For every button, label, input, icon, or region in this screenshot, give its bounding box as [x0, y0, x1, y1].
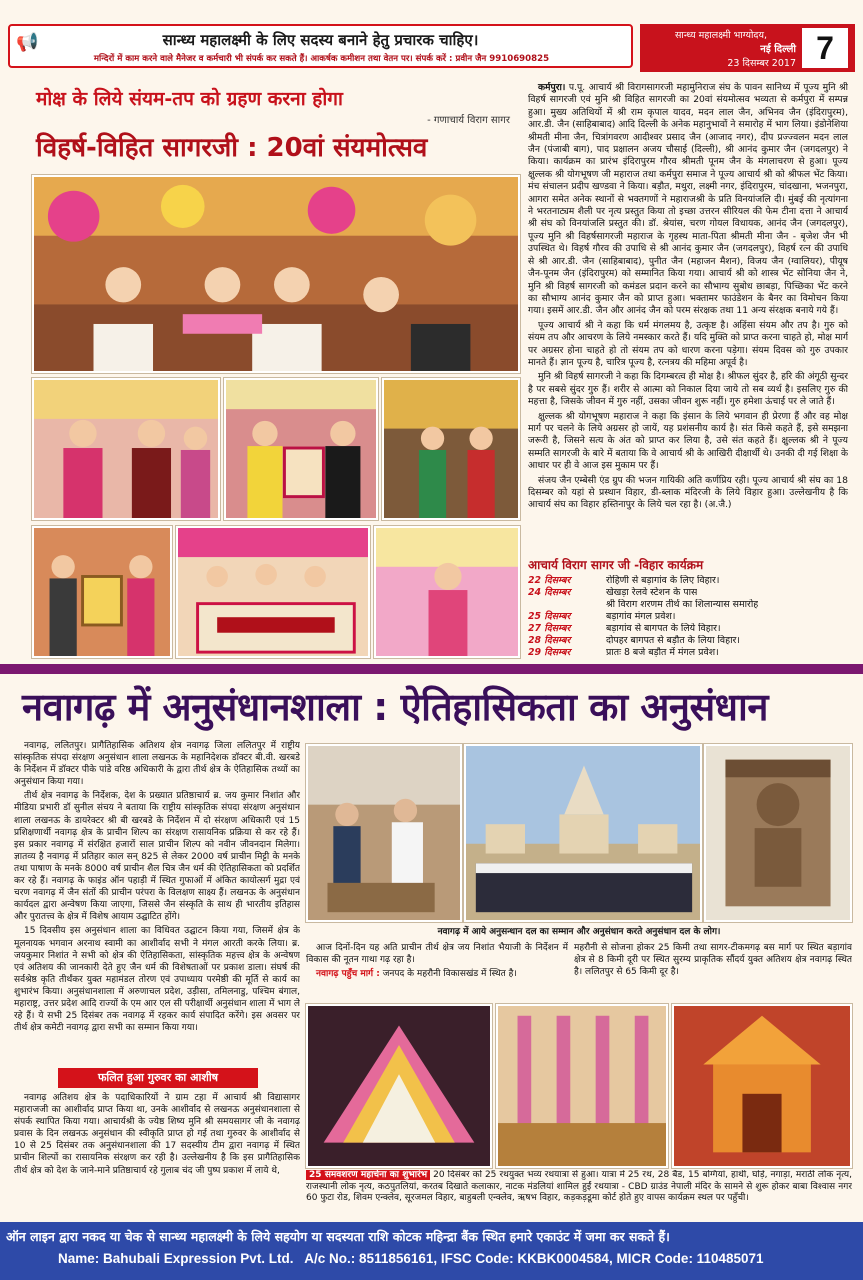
story3-body — [306, 1170, 852, 1218]
story2-col-right: महरौनी से सोजना होकर 25 किमी तथा सागर-टीकमगढ़ बस मार्ग पर स्थित बड़ागांव क्षेत्र से 8 किमी दूरी पर स्थित सुरम्य प्राकृतिक सौंदर्य युक्त अतिशय क्षेत्र नवागढ़ स्थित है। ललितपुर से 65 किमी दूर है। — [574, 943, 852, 977]
award-photo-2 — [176, 526, 370, 658]
award-photo-1 — [32, 526, 172, 658]
story2-para1: नवागढ़, ललितपुर। प्रागैतिहासिक अतिशय क्षेत्र नवागढ़ जिला ललितपुर में राष्ट्रीय सांस्कृतिक संपदा संरक्षण अनुसंधान शाला लखनऊ के महानिदेशक डॉक्टर बी.वी. खरबडे के निर्देशन में डॉक्टर पीके पांडे वरिष्ठ अधिकारी के द्वारा तीर्थ क्षेत्र के ऐतिहासिक तथ्यों का अनुसंधान किया गया। — [14, 741, 300, 788]
masthead-box — [640, 24, 855, 72]
sculpture-photo — [704, 744, 852, 922]
vihar-text: श्री विराग शरणम तीर्थ का शिलान्यास समारोह — [606, 599, 759, 610]
vihar-text: दोपहर बागपत से बड़ौत के लिया विहार। — [606, 635, 740, 646]
footer-band — [0, 1222, 863, 1280]
vihar-row — [528, 647, 848, 659]
vihar-date: 28 दिसम्बर — [528, 635, 571, 646]
stage-photo — [32, 175, 520, 373]
story2-box-title: फलित हुआ गुरुवर का आशीष — [58, 1068, 258, 1088]
story1-kicker: मोक्ष के लिये संयम-तप को ग्रहण करना होगा — [36, 88, 343, 110]
vihar-date: 24 दिसम्बर — [528, 587, 571, 598]
header-ad-box — [8, 24, 633, 68]
singer-photo — [374, 526, 520, 658]
story2-para2: तीर्थ क्षेत्र नवागढ़ के निर्देशक, देश के प्रख्यात प्रतिष्ठाचार्य ब्र. जय कुमार निशांत और मीडिया प्रभारी डॉ सुनील संचय ने बताया कि राष्ट्रीय सांस्कृतिक संपदा संरक्षण अनुसंधान शाला लखनऊ के डायरेक्टर श्री बी खरबडे के निर्देशन में दो संरक्षण अधिकारी एवं 15 प्रशिक्षणार्थी नवागढ़ क्षेत्र के प्राचीन शिल्प का संरक्षण रासायनिक प्रक्रिया से कर रहे हैं। इस प्रकार नवागढ़ में संरक्षित हजारों साल प्राचीन शिल्प को नवीन जीवनदान मिलेगा। ज्ञातव्य है नवागढ़ में प्रतिहार काल सन् 825 से लेकर 2000 वर्ष प्राचीन मिट्टी के मनके तथा पाषाण के मनके 8000 वर्ष प्राचीन शैल चित्र जैन धर्म की ऐतिहासिकता को प्रदर्शित कर रहे हैं। नवागढ़ के फाइंड ऑन पहाड़ी में स्थित गुफाओं में अंकित कायोत्सर्ग मुद्रा एवं चरण नवागढ़ में जैन संतों की प्राचीन परंपरा के विलक्षण साक्ष्य हैं। लखनऊ के अनुसंधान कार्यदल द्वारा अन्वेषण किया जाएगा, जिससे जैन संस्कृति के साथ ही भारतीय इतिहास और पुरातत्त्व के क्षेत्र में विशेष आयाम उद्घाटित होंगे। — [14, 791, 300, 923]
vihar-row — [528, 587, 848, 599]
story1-byline: - गणाचार्य विराग सागर — [427, 115, 510, 126]
vihar-text: बड़ागांव से बागपत के लिये विहार। — [606, 623, 721, 634]
vihar-date — [528, 599, 606, 611]
paper-name: सान्ध्य महालक्ष्मी भाग्योदय, — [675, 30, 767, 41]
temple-group-photo — [464, 744, 702, 922]
divider-band — [0, 664, 863, 674]
story1-para1: प.पू. आचार्य श्री विरागसागरजी महामुनिराज संघ के पावन सानिध्य में पूज्य मुनि श्री विहर्ष सागरजी एवं मुनि श्री विहित सागरजी का 20वां संयमोत्सव भव्यता से कर्मपुरा में सम्पन्न हुआ। मुख्य अतिथियों में श्री राम कृपाल यादव, मदन लाल जैन, अभिनव जैन (इंदिरापुरम), आर.डी. जैन (साहिबाबाद) आदि दिल्ली के अनेक महानुभावों ने समारोह में भाग लिया। इंडोनेशिया श्रीमती मीना जैन, चित्रांगवरण आदीश्वर प्रसाद जैन (आजाद नगर), दीप प्रज्ज्वलन मदन लाल जैन (पंजाबी बाग), पाद प्रक्षालन अजय चौसाई (दिल्ली), श्री आनंद कुमार जैन (जगदलपुर) ने किया। कार्यक्रम का प्रारंभ इंदिरापुरम गौरव श्रीमती पूनम जैन के मंगलाचरण से हुआ। पूज्य क्षुल्लक श्री योगभूषण जी महाराज तथा कर्मपुरा समाज ने पूज्य आचार्य श्री को श्रीफल भेंट किया। मंच संचालन प्रदीप खण्डवा ने किया। बड़ौत, मथुरा, लक्ष्मी नगर, इंदिरापुरम, चांदखाना, भजनपुरा, आगरा समेत अनेक स्थानों से भक्तगणों ने महाराजश्री के प्रति विनयांजलि दी। मुंबई की नृत्यांगना ने भरतनाट्यम शैली पर नृत्य प्रस्तुत किया तो इच्छा उत्तरन सीरियल की फेम टीना दत्ता ने आचार्य श्री संघ को विनयांजलि प्रस्तुत की। डॉ. श्रेयांस, चरण गोयल विधायक, आनंद जैन (जगदलपुर), पूज्य मुनि श्री विहर्षसागरजी महाराज के गृहस्थ माता-पिता श्रीमती मीना जैन - बृजेश जैन भी उपस्थित थे। विहर्ष गौरव की उपाधि से श्री आनंद कुमार जैन (जगदलपुर), विहर्ष रत्न की उपाधि से श्री आर.डी. जैन (साहिबाबाद), पुनीत जैन (महाजन मैशन), विजय जैन (ग्वालियर), पीयूष जैन-पूनम जैन (इंदिरापुरम) को सम्मानित किया गया। आचार्य श्री को शास्त्र भेंट सोनिया जैन ने, मुनि श्री विहर्ष सागरजी को कमंडल प्रदान करने का सौभाग्य सुबोध छाबड़ा, पिच्छिका भेंट करने का सौभाग्य आनंद कुमार जैन को प्राप्त हुआ। भक्तामर फाउंडेशन के बैनर का विमोचन किया गया। इसमें आर.डी. जैन और आनंद जैन को परम संरक्षक तथा 11 अन्य संरक्षक बनाये गये हैं। — [528, 82, 848, 317]
issue-date: 23 दिसम्बर 2017 — [727, 58, 796, 69]
story2-col-mid: आज दिनों-दिन यह अति प्राचीन तीर्थ क्षेत्र जय निशांत भैयाजी के निर्देशन में विकास की नूतन गाथा गढ़ रहा है। — [306, 943, 568, 965]
vihar-box — [528, 556, 848, 660]
vihar-row — [528, 575, 848, 587]
story1-headline: विहर्ष-विहित सागरजी : 20वां संयमोत्सव — [36, 133, 428, 163]
story2-para3: 15 दिवसीय इस अनुसंधान शाला का विधिवत उद्घाटन किया गया, जिसमें क्षेत्र के मूलनायक भगवान अरनाथ स्वामी का आशीर्वाद सभी ने मंगल आरती करके लिया। ब्र. जयकुमार निशांत ने सभी को क्षेत्र की ऐतिहासिकता, सांस्कृतिक महत्त्व क्षेत्र के अन्वेषण एवं अतिशय की जानकारी देते हुए जैन धर्म की विशेषताओं पर प्रकाश डाला। संघर्ष की सर्वश्रेष्ठ कृति तीर्थंकर युक्त महामंडल तोरण एवं उपाध्याय परमेष्ठी की मूर्ति से कार्य का शुभारंभ किया। अनुसंधानशाला में अरुणाचल प्रदेश, उड़ीसा, तमिलनाडु, पश्चिम बंगाल, महाराष्ट्र, उत्तर प्रदेश आदि राज्यों के एम आर एल सी परीक्षार्थी अनुसंधान शाला में भाग ले रहे हैं। ये सभी 25 दिसंबर तक नवागढ़ में रहकर कार्य संपादित करेंगे। इस अवसर पर तीर्थ क्षेत्र कमेटी नवागढ़ द्वारा सभी का सम्मान किया गया। — [14, 926, 300, 1034]
ad-line-2: मन्दिरों में काम करने वाले मैनेजर व कर्मचारी भी संपर्क कर सकते हैं। आकर्षक कमीशन तथा वेतन पर। संपर्क करें : प्रवीन जैन 9910690825 — [93, 54, 550, 64]
story1-para2: पूज्य आचार्य श्री ने कहा कि धर्म मंगलमय है, उत्कृष्ट है। अहिंसा संयम और तप है। गुरु को संयम तप और आचरण के लिये नमस्कार करते हैं। यदि मुक्ति को प्राप्त करना चाहते हो, मोक्ष मार्ग पर अग्रसर होना चाहते हो तो संयम तप को धारण करना पड़ेगा। संयम दिवस को गुरु उपकार मानते हैं। ज्ञान पूज्य है, चारित्र पूज्य है, रत्नत्रय की महिमा अपूर्व है। — [528, 319, 848, 368]
story2-mid-col — [306, 942, 568, 1002]
vihar-row — [528, 623, 848, 635]
vihar-date: 27 दिसम्बर — [528, 623, 571, 634]
vihar-title: आचार्य विराग सागर जी -विहार कार्यक्रम — [528, 558, 704, 572]
samavsharan-photo-2 — [496, 1004, 668, 1168]
story1-para5: संजय जैन एम्बेसी एंड ग्रुप की भजन गायिकी अति कर्णप्रिय रही। पूज्य आचार्य श्री संघ का 18 दिसम्बर को यहां से प्रस्थान विहार, डी-ब्लाक मंदिरजी के लिये विहार हुआ। उल्लेखनीय है कि आचार्य संघ का विहार हस्तिनापुर के लिये चल रहा है। (अ.जै.) — [528, 474, 848, 511]
samavsharan-photo-3 — [672, 1004, 852, 1168]
footer-line-1: ऑन लाइन द्वारा नकद या चेक से सान्ध्य महालक्ष्मी के लिये सहयोग या सदस्यता राशि कोटक महिन्द्रा बैंक स्थित हमारे एकाउंट में जमा कर सकते हैं। — [6, 1229, 670, 1244]
story1-body — [528, 82, 848, 555]
megaphone-icon: 📢 — [16, 32, 39, 53]
city: नई दिल्ली — [760, 44, 796, 55]
vihar-text: रोहिणी से बड़ागांव के लिए विहार। — [606, 575, 720, 586]
story2-photo-caption: नवागढ़ में आये अनुसन्धान दल का सम्मान और अनुसंधान करते अनुसंधान दल के लोग। — [437, 927, 721, 937]
story3-highlight: 25 समवशरण महार्चना का शुभारंभ — [306, 1170, 430, 1180]
story2-para4: नवागढ़ अतिशय क्षेत्र के पदाधिकारियों ने ग्राम टहा में आचार्य श्री विद्यासागर महाराजजी का आशीर्वाद प्राप्त किया था, उनके आशीर्वाद से लखनऊ अनुसंधानशाला से संपर्क स्थापित किया गया। आचार्यश्री के ज्येष्ठ शिष्य मुनि श्री समयसागर जी के नवागढ़ प्रवास के दिन लखनऊ अनुसंधान की स्वीकृति प्राप्त हो गई तथा गुरुवर के आशीर्वाद से 10 से 25 दिसंबर तक अनुसंधानशाला की 17 सदस्यीय टीम द्वारा नवागढ़ में स्थित प्राचीन शिल्पों का रासायनिक संरक्षण कर रही है। उल्लेखनीय है कि इस प्रागैतिहासिक तीर्थ क्षेत्र को देश के जाने-माने प्रतिष्ठाचार्य रहे गुलाब चंद जी पुष्प प्रकाश में लाये थे, — [14, 1093, 300, 1176]
vihar-table — [528, 575, 848, 659]
dance-photo — [382, 378, 520, 520]
samavsharan-photo-1 — [306, 1004, 492, 1168]
vihar-date: 25 दिसम्बर — [528, 611, 571, 622]
ad-line-1: सान्ध्य महालक्ष्मी के लिए सदस्य बनाने हेतु प्रचारक चाहिए। — [162, 31, 479, 49]
vihar-date: 29 दिसम्बर — [528, 647, 571, 658]
vihar-row — [528, 611, 848, 623]
vihar-row — [528, 599, 848, 611]
story2-body — [14, 740, 300, 1065]
story2-headline: नवागढ़ में अनुसंधानशाला : ऐतिहासिकता का अनुसंधान — [22, 685, 768, 729]
felicitation-photo-1 — [32, 378, 220, 520]
page-number: 7 — [802, 28, 848, 68]
story1-para3: मुनि श्री विहर्ष सागरजी ने कहा कि दिगम्बरत्व ही मोक्ष है। श्रीफल सुंदर है, हरि की अंगूठी सुन्दर है पर सबसे सुंदर गुरु हैं। शरीर से आत्मा को निकाल दिया जाये तो सब व्यर्थ है। इसलिए गुरु की महत्ता है, जिसके जीवन में गुरु नहीं, उसका जीवन शुरू नहीं। गुरु हमेशा ऊंचाई पर ले जाते हैं। — [528, 371, 848, 408]
story1-dateline: कर्मपुरा। — [538, 82, 566, 93]
felicitation-photo-2 — [224, 378, 378, 520]
research-team-photo — [306, 744, 462, 922]
vihar-text: खेखड़ा रेलवे स्टेशन के पास — [606, 587, 698, 598]
story3-text: 20 दिसंबर को 25 रथयुक्त भव्य रथयात्रा से हुआ। यात्रा में 25 रथ, 28 बैंड, 15 बग्गियां, हाथी, घोड़े, नगाड़ा, मराठी लोक नृत्य, राजस्थानी लोक नृत्य, कठपुतलियां, करतब दिखाते कलाकार, नाटक मंडलियां शामिल हुईं रथयात्रा - CBD ग्राउंड नेपाली मंदिर के सामने से शुरू होकर बाबा विश्वास नगर 60 फुटा रोड, शिवम एन्क्लेव, सूरजमल विहार, बाहुबली एन्क्लेव, ऋषभ विहार, कड़कड़डूमा कोर्ट होते हुए वापस कार्यक्रम स्थल पर पहुँची। — [306, 1170, 852, 1204]
nav-text: जनपद के महरौनी विकासखंड में स्थित है। — [382, 969, 517, 979]
footer-line-2: Name: Bahubali Expression Pvt. Ltd. A/c No.: 8511856161, IFSC Code: KKBK0004584, MICR Code: 110485071 — [58, 1251, 764, 1266]
vihar-text: प्रातः 8 बजे बड़ौत में मंगल प्रवेश। — [606, 647, 719, 658]
vihar-text: बड़ागांव मंगल प्रवेश। — [606, 611, 676, 622]
vihar-row — [528, 635, 848, 647]
story1-para4: क्षुल्लक श्री योगभूषण महाराज ने कहा कि इंसान के लिये भगवान ही प्रेरणा हैं और वह मोक्ष मार्ग पर चलने के लिये अग्रसर हो जायें, यह प्रशंसनीय कार्य है। संत किसे कहते हैं, इसे समझना जरूरी है, जिसने सत्य के अंत को प्राप्त कर लिया है, उसे संत कहते हैं। क्षुल्लक श्री ने पूज्य सम्मति सागरजी के बारे में बताया कि वे आचार्य श्री के आखिरी दीक्षार्थी थे। उनकी दी गई शिक्षा के आधार पर ही वे आज इस मुकाम पर हैं। — [528, 410, 848, 472]
nav-label: नवागढ़ पहुँच मार्ग : — [316, 969, 380, 979]
vihar-date: 22 दिसम्बर — [528, 575, 571, 586]
